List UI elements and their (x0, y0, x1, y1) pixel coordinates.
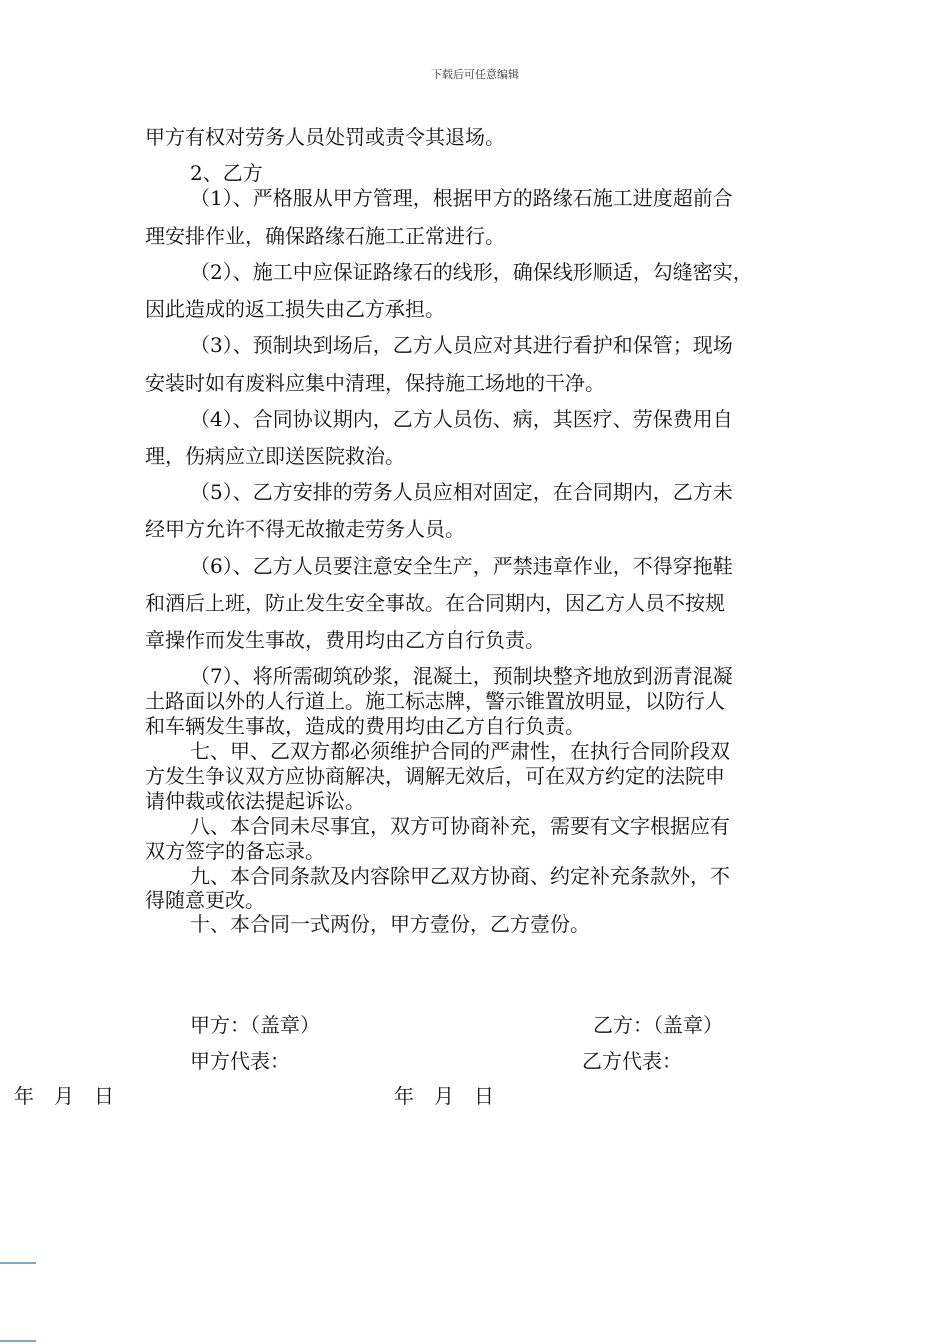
section-heading-party-b: 2、乙方 (190, 161, 263, 185)
body-line: 得随意更改。 (145, 888, 265, 912)
party-b-representative-label: 乙方代表： (582, 1049, 682, 1073)
page-edge-marker (0, 1262, 36, 1264)
clause-2: （2）、施工中应保证路缘石的线形，确保线形顺适，勾缝密实， (190, 260, 753, 284)
page-header-note: 下载后可任意编辑 (431, 68, 519, 81)
body-line: 理安排作业，确保路缘石施工正常进行。 (145, 224, 505, 248)
body-line: 请仲裁或依法提起诉讼。 (145, 789, 365, 813)
body-line: 甲方有权对劳务人员处罚或责令其退场。 (145, 125, 505, 149)
body-line: 和车辆发生事故，造成的费用均由乙方自行负责。 (145, 714, 585, 738)
article-9: 九、本合同条款及内容除甲乙双方协商、约定补充条款外，不 (190, 864, 730, 888)
body-line: 双方签字的备忘录。 (145, 839, 325, 863)
party-b-seal-label: 乙方：（盖章） (593, 1013, 723, 1037)
body-line: 理，伤病应立即送医院救治。 (145, 444, 405, 468)
article-7: 七、甲、乙双方都必须维护合同的严肃性，在执行合同阶段双 (190, 739, 730, 763)
party-a-representative-label: 甲方代表： (190, 1049, 290, 1073)
clause-1: （1）、严格服从甲方管理，根据甲方的路缘石施工进度超前合 (190, 186, 733, 210)
clause-3: （3）、预制块到场后，乙方人员应对其进行看护和保管；现场 (190, 333, 733, 357)
clause-7: （7）、将所需砌筑砂浆，混凝土，预制块整齐地放到沥青混凝 (190, 664, 733, 688)
body-line: 安装时如有废料应集中清理，保持施工场地的干净。 (145, 371, 605, 395)
clause-6: （6）、乙方人员要注意安全生产，严禁违章作业，不得穿拖鞋 (190, 554, 733, 578)
clause-4: （4）、合同协议期内，乙方人员伤、病，其医疗、劳保费用自 (190, 407, 733, 431)
party-a-seal-label: 甲方：（盖章） (190, 1013, 320, 1037)
article-8: 八、本合同未尽事宜，双方可协商补充，需要有文字根据应有 (190, 814, 730, 838)
body-line: 方发生争议双方应协商解决，调解无效后，可在双方约定的法院申 (145, 764, 725, 788)
body-line: 章操作而发生事故，费用均由乙方自行负责。 (145, 628, 545, 652)
clause-5: （5）、乙方安排的劳务人员应相对固定，在合同期内，乙方未 (190, 480, 733, 504)
party-a-date: 年 月 日 (14, 1084, 114, 1108)
body-line: 土路面以外的人行道上。施工标志牌，警示锥置放明显，以防行人 (145, 689, 725, 713)
body-line: 和酒后上班，防止发生安全事故。在合同期内，因乙方人员不按规 (145, 591, 725, 615)
article-10: 十、本合同一式两份，甲方壹份，乙方壹份。 (190, 912, 590, 936)
body-line: 经甲方允许不得无故撤走劳务人员。 (145, 517, 465, 541)
party-b-date: 年 月 日 (394, 1084, 494, 1108)
body-line: 因此造成的返工损失由乙方承担。 (145, 297, 445, 321)
page-edge-marker (0, 1340, 36, 1342)
